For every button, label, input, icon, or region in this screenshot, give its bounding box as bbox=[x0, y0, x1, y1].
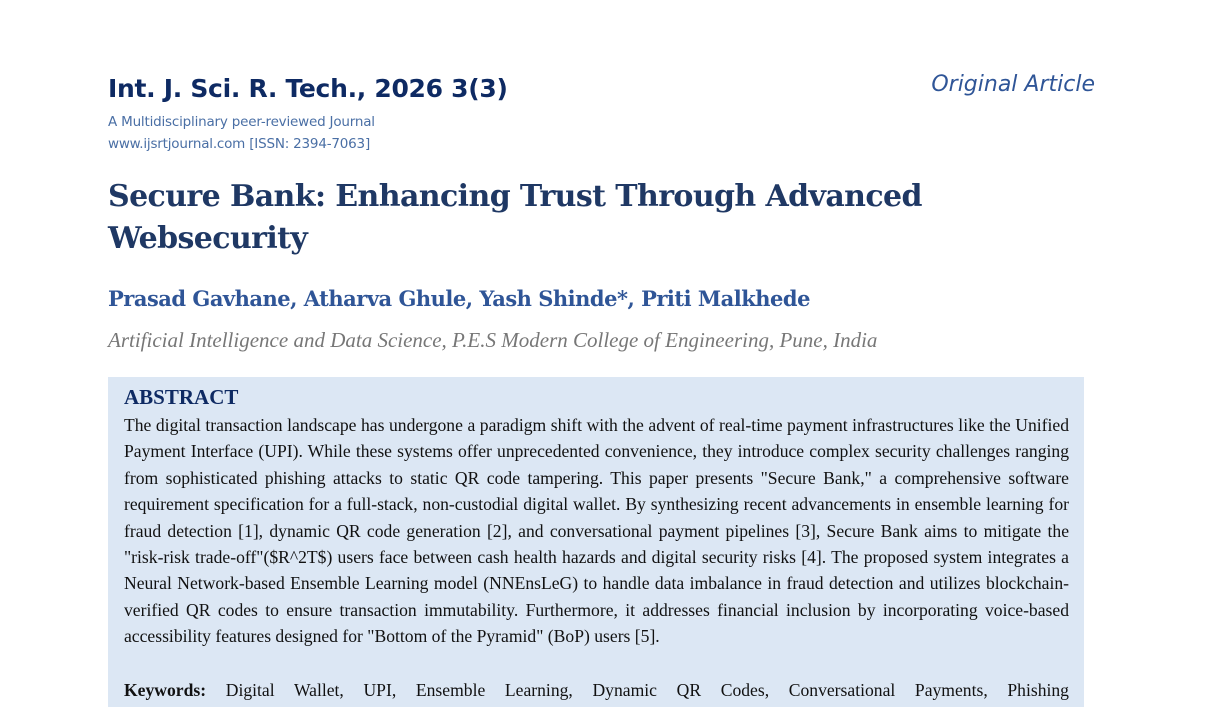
author-list: Prasad Gavhane, Atharva Ghule, Yash Shinde*, Priti Malkhede bbox=[108, 286, 810, 311]
abstract-heading: ABSTRACT bbox=[124, 385, 239, 409]
abstract-box bbox=[108, 377, 1084, 707]
paper-title: Secure Bank: Enhancing Trust Through Advanced Websecurity bbox=[108, 179, 922, 256]
journal-citation: Int. J. Sci. R. Tech., 2026 3(3) bbox=[108, 74, 508, 103]
article-type-label: Original Article bbox=[931, 72, 1095, 97]
journal-tagline: A Multidisciplinary peer-reviewed Journal bbox=[108, 114, 375, 130]
keywords-label: Keywords: bbox=[124, 680, 207, 700]
keywords-list: Digital Wallet, UPI, Ensemble Learning, Dynamic QR Codes, Conversational Payments, Phishing bbox=[225, 680, 1069, 700]
abstract-body: The digital transaction landscape has undergone a paradigm shift with the advent of real-time payment infrastructures like the Unified Payment Interface (UPI). While these systems offer unprecedented convenience, they introduce complex security challenges ranging from sophisticated phishing attacks to static QR code tampering. This paper presents "Secure Bank," a comprehensive software requirement specification for a full-stack, non-custodial digital wallet. By synthesizing recent advancements in ensemble learning for fraud detection [1], dynamic QR code generation [2], and conversational payment pipelines [3], Secure Bank aims to mitigate the "risk-risk trade-off"($R^2T$) users face between cash health hazards and digital security risks [4]. The proposed system integrates a Neural Network-based Ensemble Learning model (NNEnsLeG) to handle data imbalance in fraud detection and utilizes blockchain- verified QR codes to ensure transaction immutability. Furthermore, it addresses financial inclusion by incorporating voice-based accessibility features designed for "Bottom of the Pyramid" (BoP) users [5]. bbox=[124, 415, 1069, 647]
author-affiliation: Artificial Intelligence and Data Science, P.E.S Modern College of Engineering, Pune, India bbox=[108, 328, 878, 352]
journal-site: www.ijsrtjournal.com [ISSN: 2394-7063] bbox=[108, 136, 371, 152]
keywords-line bbox=[124, 677, 1069, 703]
